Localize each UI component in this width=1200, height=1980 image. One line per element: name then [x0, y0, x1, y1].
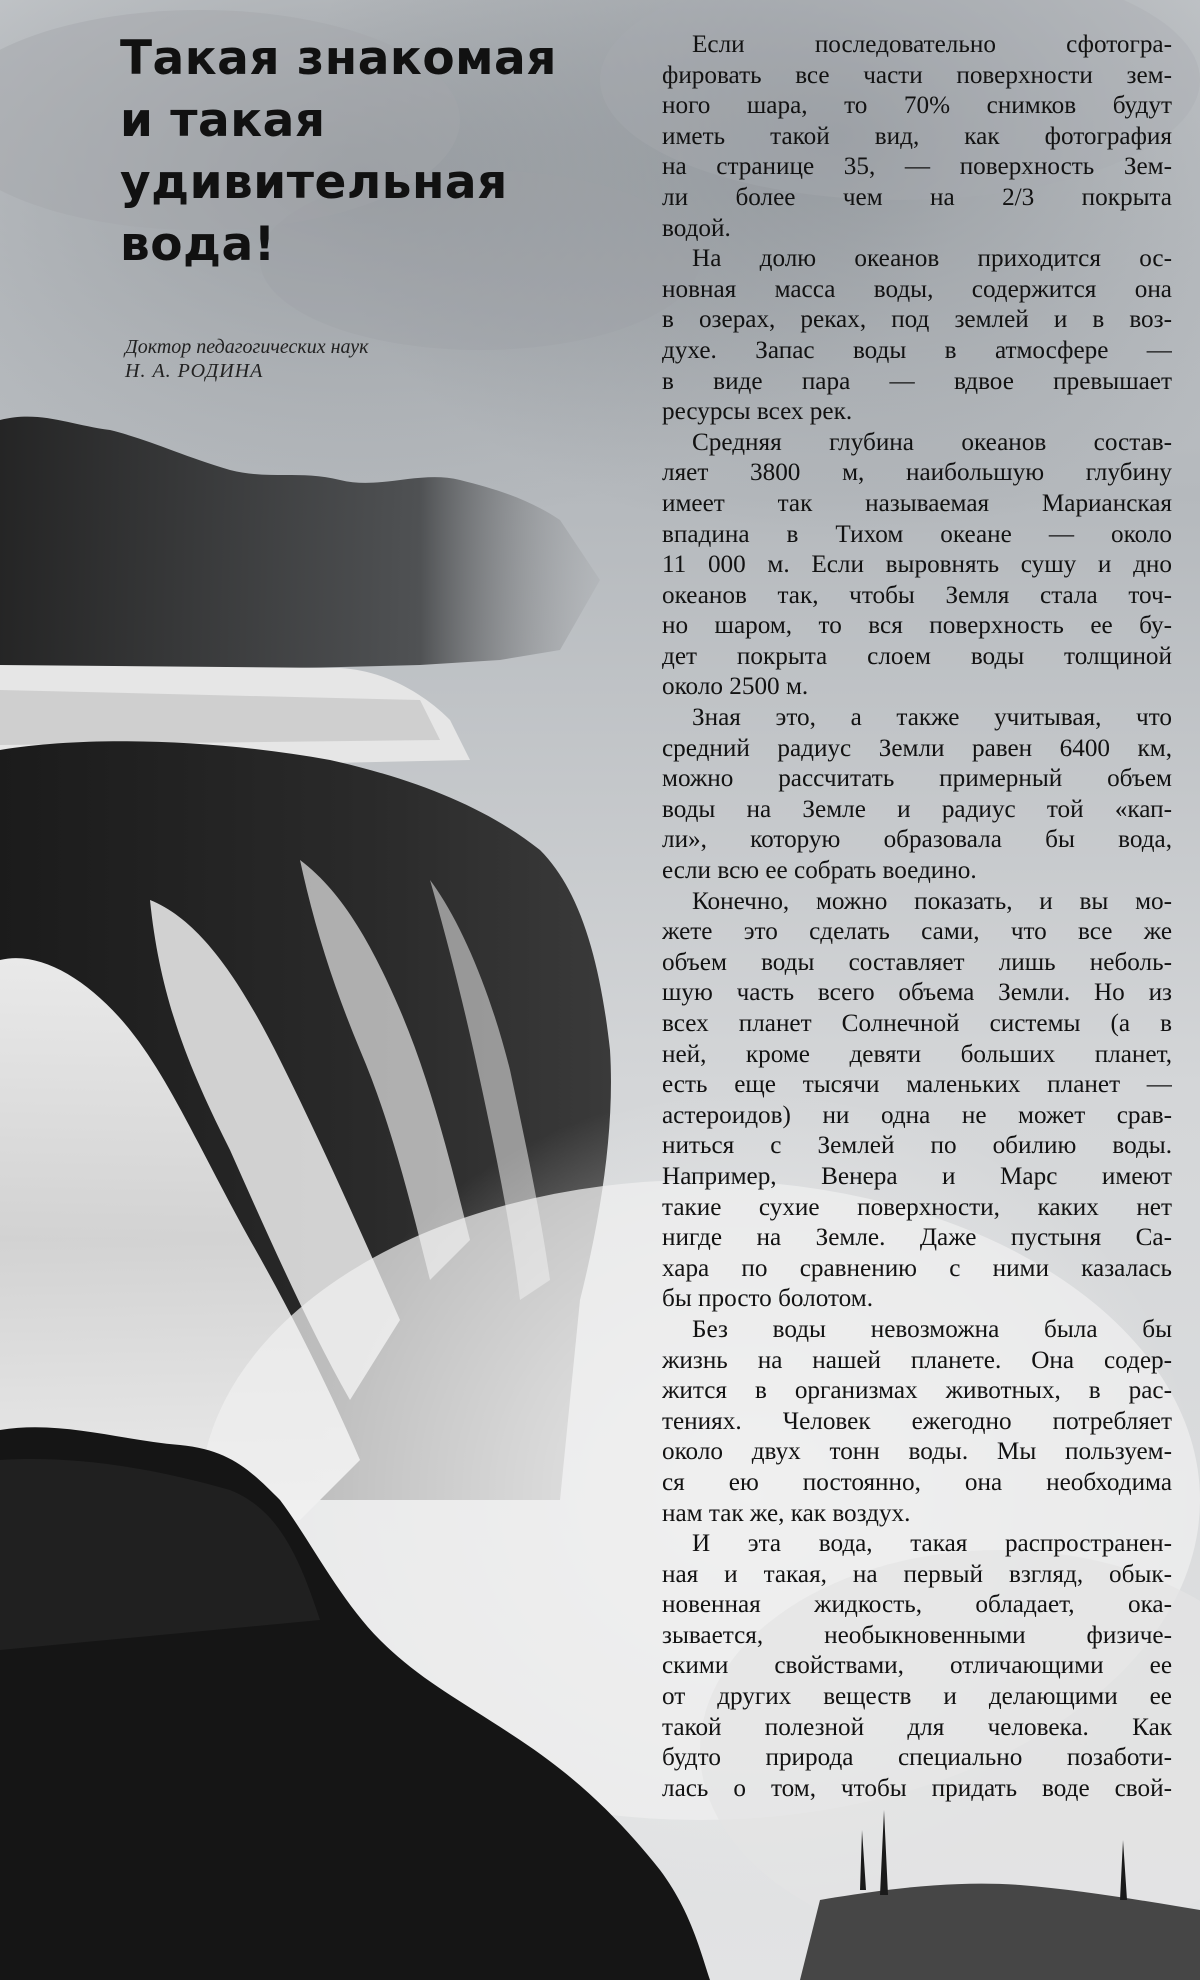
author-role: Доктор педагогических наук — [125, 336, 369, 358]
article-line: жизнь на нашей планете. Она содер- — [662, 1346, 1172, 1374]
article-line: есть еще тысячи маленьких планет — — [662, 1071, 1172, 1099]
article-line: впадина в Тихом океане — около — [662, 520, 1172, 548]
article-line: водой. — [662, 214, 731, 242]
article-line: около двух тонн воды. Мы пользуем- — [662, 1438, 1172, 1466]
article-line: воды на Земле и радиус той «кап- — [662, 795, 1172, 823]
article-line: в виде пара — вдвое превышает — [662, 367, 1172, 395]
article-line: ниться с Землей по обилию воды. — [662, 1132, 1172, 1160]
article-line: жится в организмах животных, в рас- — [662, 1377, 1172, 1405]
article-line: 11 000 м. Если выровнять сушу и дно — [662, 551, 1172, 579]
article-line: будто природа специально позаботи- — [662, 1744, 1172, 1772]
article-line: ного шара, то 70% снимков будут — [662, 92, 1172, 120]
article-line: новная масса воды, содержится она — [662, 275, 1172, 303]
article-line: ли», которую образовала бы вода, — [662, 826, 1172, 854]
article-line: Без воды невозможна была бы — [692, 1315, 1172, 1343]
article-line: ляет 3800 м, наибольшую глубину — [662, 459, 1172, 487]
article-line: океанов так, чтобы Земля стала точ- — [662, 581, 1172, 609]
headline-line: Такая знакомая — [120, 31, 557, 86]
headline-line: вода! — [120, 217, 276, 272]
article-line: имеет так называемая Марианская — [662, 489, 1172, 517]
article-line: иметь такой вид, как фотография — [662, 122, 1172, 150]
article-line: Например, Венера и Марс имеют — [662, 1162, 1172, 1190]
headline-line: удивительная — [120, 155, 508, 210]
article-line: На долю океанов приходится ос- — [692, 245, 1172, 273]
article-line: дет покрыта слоем воды толщиной — [662, 642, 1172, 670]
article-line: хара по сравнению с ними казалась — [662, 1254, 1172, 1282]
headline-line: и такая — [120, 93, 326, 148]
article-line: около 2500 м. — [662, 673, 809, 701]
article-line: Зная это, а также учитывая, что — [692, 704, 1172, 732]
article-line: ней, кроме девяти больших планет, — [662, 1040, 1172, 1068]
article-line: средний радиус Земли равен 6400 км, — [662, 734, 1172, 762]
article-line: Средняя глубина океанов состав- — [692, 428, 1172, 456]
article-line: нигде на Земле. Даже пустыня Са- — [662, 1224, 1172, 1252]
article-line: зывается, необыкновенными физиче- — [662, 1621, 1172, 1649]
article-line: ная и такая, на первый взгляд, обык- — [662, 1560, 1172, 1588]
article-line: шую часть всего объема Земли. Но из — [662, 979, 1172, 1007]
article-line: Если последовательно сфотогра- — [692, 31, 1172, 58]
author-byline — [125, 335, 545, 383]
article-line: тениях. Человек ежегодно потребляет — [662, 1407, 1172, 1435]
article-line: новенная жидкость, обладает, ока- — [662, 1591, 1172, 1619]
article-line: духе. Запас воды в атмосфере — — [662, 336, 1172, 364]
article-line: можно рассчитать примерный объем — [662, 765, 1172, 793]
article-line: от других веществ и делающими ее — [662, 1683, 1172, 1711]
article-line: такие сухие поверхности, каких нет — [662, 1193, 1172, 1221]
article-line: если всю ее собрать воедино. — [662, 857, 977, 885]
article-line: объем воды составляет лишь неболь- — [662, 948, 1172, 976]
article-line: И эта вода, такая распространен- — [692, 1530, 1172, 1558]
article-line: всех планет Солнечной системы (а в — [662, 1010, 1172, 1037]
article-body — [662, 30, 1172, 1804]
article-line: Конечно, можно показать, и вы мо- — [692, 887, 1172, 915]
article-line: нам так же, как воздух. — [662, 1499, 911, 1527]
article-line: бы просто болотом. — [662, 1285, 874, 1313]
article-line: лась о том, чтобы придать воде свой- — [662, 1774, 1172, 1802]
article-line: фировать все части поверхности зем- — [662, 61, 1172, 89]
article-line: скими свойствами, отличающими ее — [662, 1652, 1172, 1680]
article-line: в озерах, реках, под землей и в воз- — [662, 306, 1172, 334]
article-line: ли более чем на 2/3 покрыта — [662, 183, 1172, 211]
article-line: ся ею постоянно, она необходима — [662, 1468, 1172, 1496]
article-line: такой полезной для человека. Как — [662, 1713, 1172, 1741]
article-line: на странице 35, — поверхность Зем- — [662, 153, 1172, 181]
article-line: жете это сделать сами, что все же — [662, 918, 1172, 946]
article-line: ресурсы всех рек. — [662, 398, 853, 426]
article-line: астероидов) ни одна не может срав- — [662, 1101, 1172, 1129]
article-headline — [120, 28, 590, 276]
article-line: но шаром, то вся поверхность ее бу- — [662, 612, 1172, 640]
author-name: Н. А. РОДИНА — [125, 360, 264, 382]
